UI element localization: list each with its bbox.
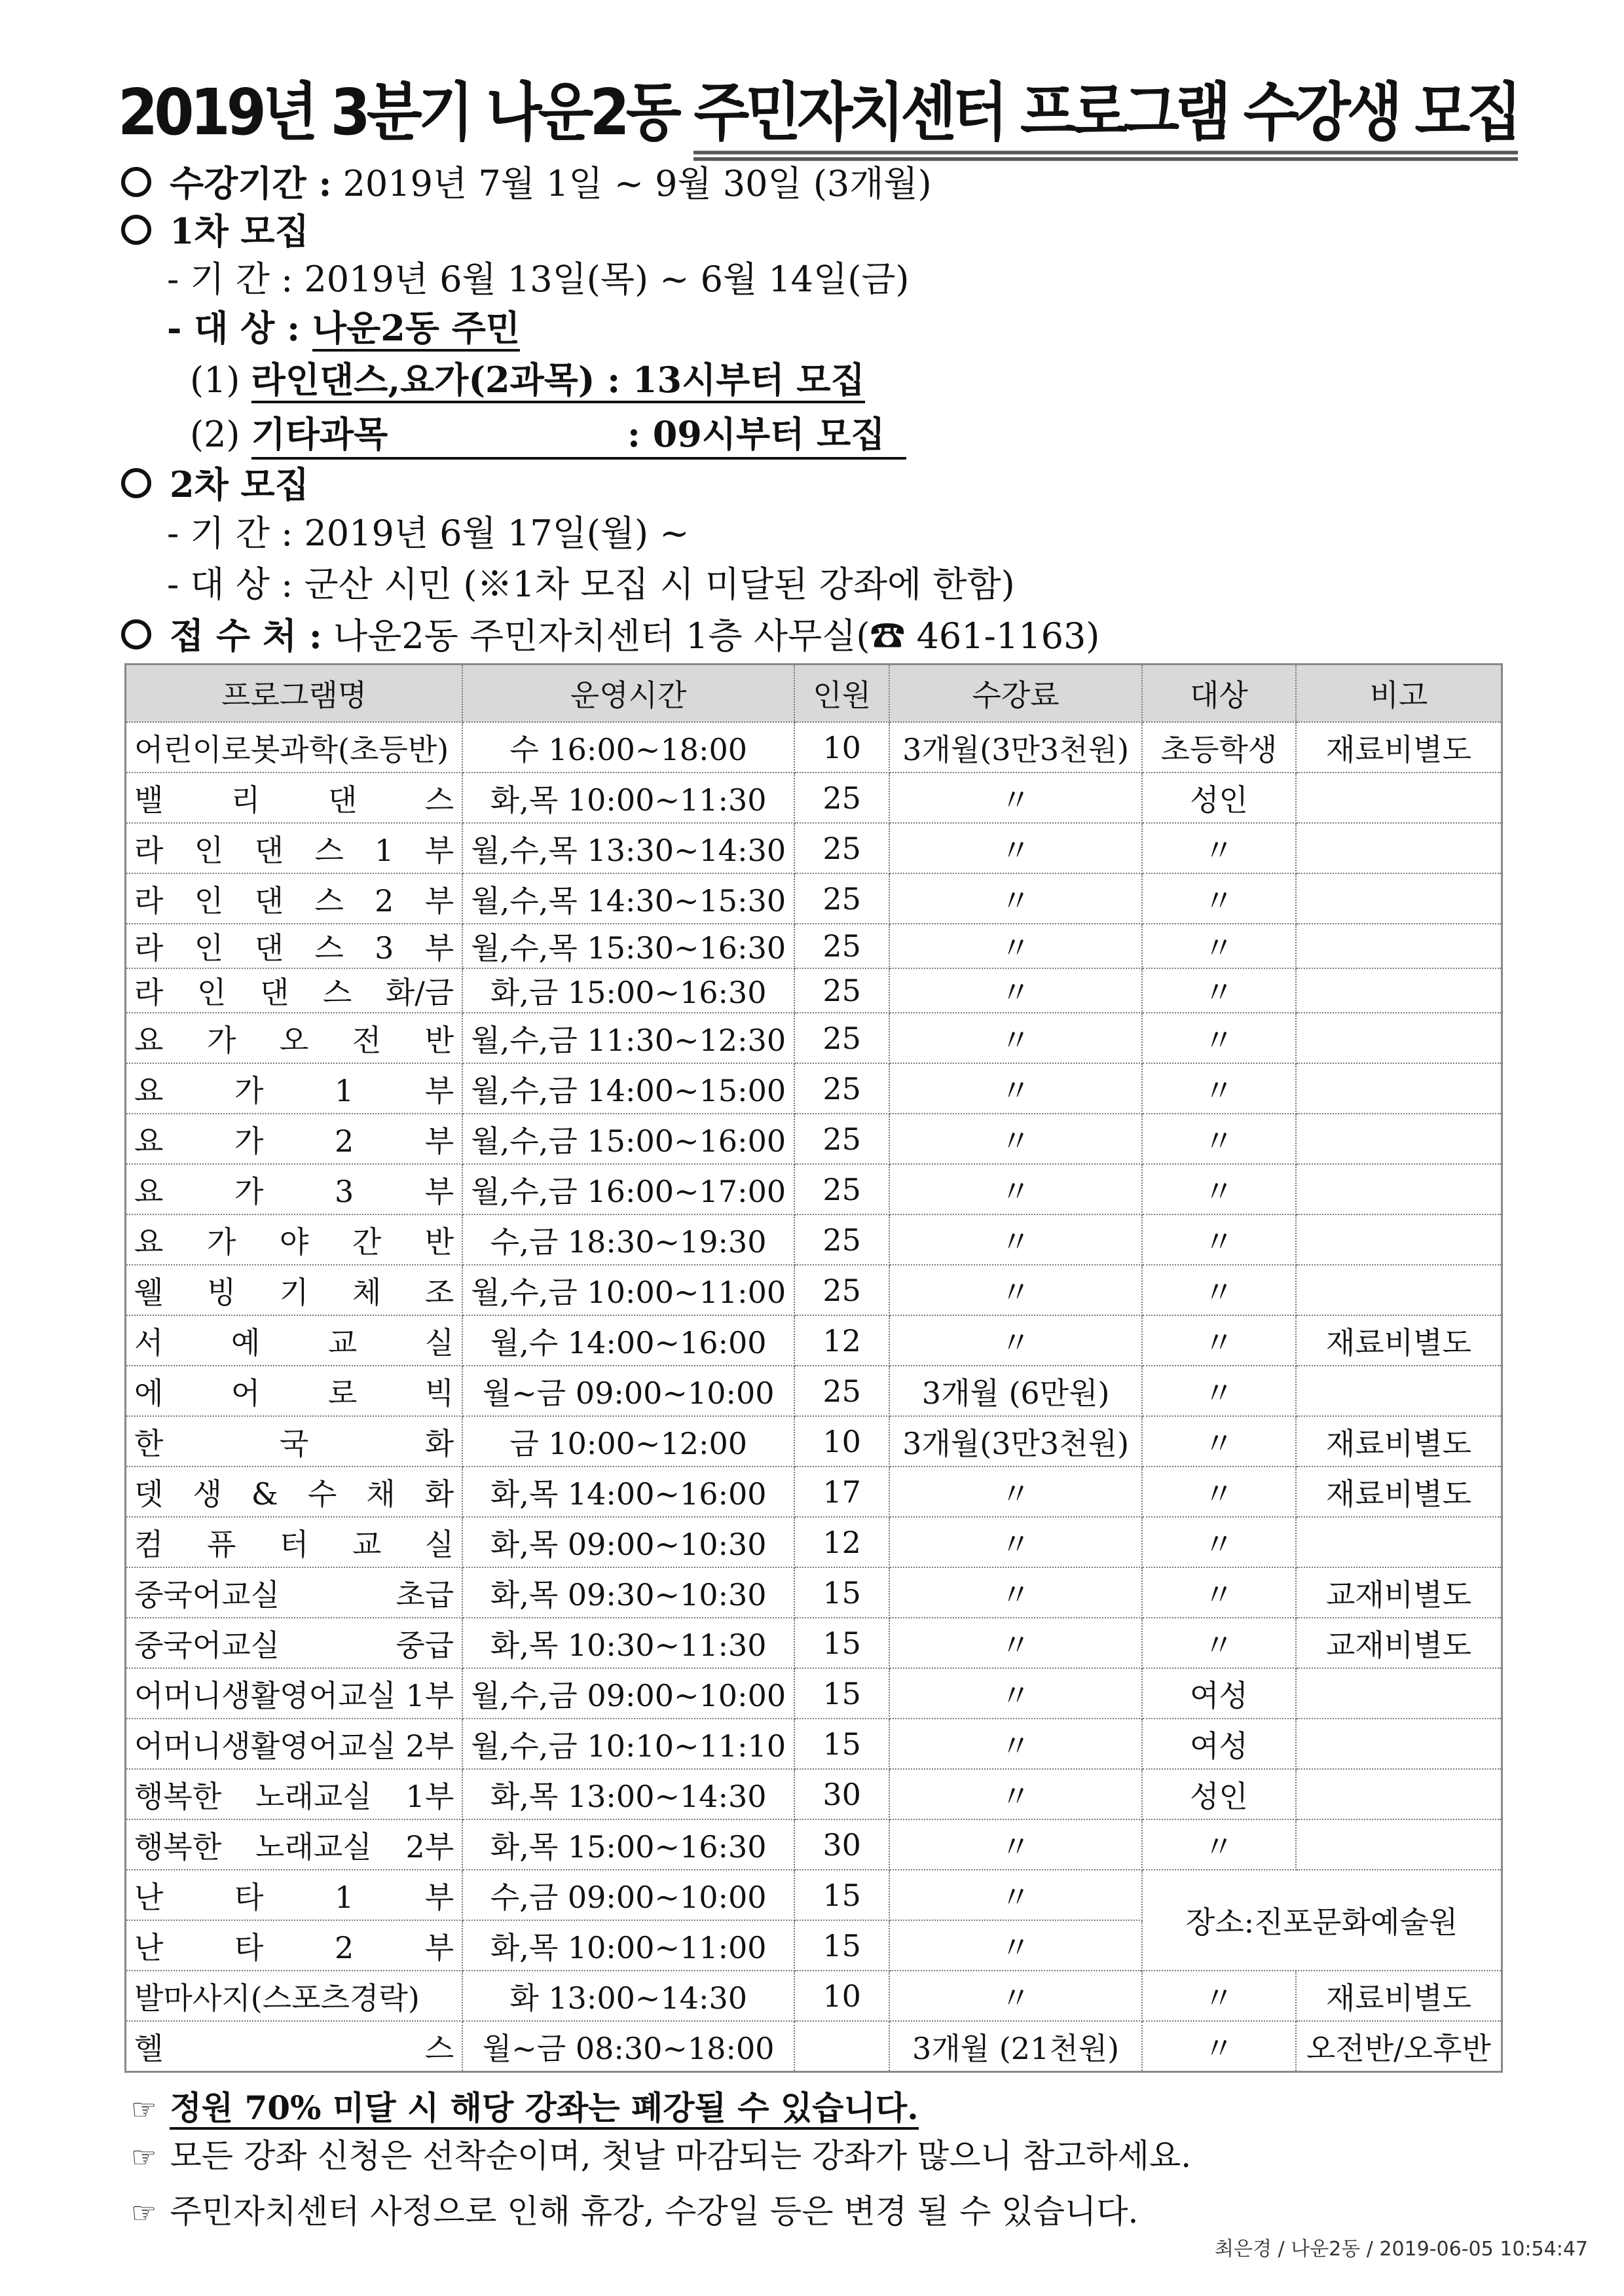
header-program-name: 프로그램명 xyxy=(126,665,463,723)
table-row xyxy=(126,823,1502,873)
item-name: 기타과목 xyxy=(251,413,388,455)
cell-target: 성인 xyxy=(1142,1769,1296,1819)
item-time: : 09시부터 모집 xyxy=(627,413,885,455)
cell-remarks xyxy=(1296,773,1502,823)
cell-capacity: 15 xyxy=(794,1618,889,1668)
cell-target: 〃 xyxy=(1142,924,1296,968)
table-header-row xyxy=(126,665,1502,723)
cell-fee: 〃 xyxy=(889,1769,1142,1819)
table-row xyxy=(126,1769,1502,1819)
cell-capacity: 25 xyxy=(794,1114,889,1164)
cell-target: 성인 xyxy=(1142,773,1296,823)
cell-remarks: 재료비별도 xyxy=(1296,722,1502,773)
value: 나운2동 주민 xyxy=(312,307,520,352)
cell-fee: 〃 xyxy=(889,1114,1142,1164)
label: - 대 상 : xyxy=(167,564,293,605)
cell-fee: 〃 xyxy=(889,1618,1142,1668)
cell-remarks xyxy=(1296,1063,1502,1114)
cell-schedule: 수 16:00~18:00 xyxy=(462,722,794,773)
note-3 xyxy=(131,2185,1138,2232)
note-text: 주민자치센터 사정으로 인해 휴강, 수강일 등은 변경 될 수 있습니다. xyxy=(170,2193,1139,2231)
cell-capacity: 15 xyxy=(794,1920,889,1971)
item-number: (2) xyxy=(190,414,240,455)
label: 접 수 처 : xyxy=(170,615,322,657)
cell-program-name: 요 가 오 전 반 xyxy=(126,1013,463,1063)
cell-capacity: 30 xyxy=(794,1769,889,1819)
cell-schedule: 월,수 14:00~16:00 xyxy=(462,1315,794,1366)
table-row xyxy=(126,1114,1502,1164)
cell-schedule: 화 13:00~14:30 xyxy=(462,1971,794,2021)
cell-schedule: 화,목 09:00~10:30 xyxy=(462,1517,794,1567)
cell-target: 〃 xyxy=(1142,1517,1296,1567)
cell-fee: 〃 xyxy=(889,1265,1142,1315)
cell-capacity: 25 xyxy=(794,968,889,1013)
table-row xyxy=(126,773,1502,823)
cell-capacity: 25 xyxy=(794,1013,889,1063)
cell-schedule: 화,목 15:00~16:30 xyxy=(462,1819,794,1870)
cell-target: 〃 xyxy=(1142,1114,1296,1164)
cell-schedule: 화,목 10:00~11:00 xyxy=(462,1920,794,1971)
cell-program-name: 라 인 댄 스 3 부 xyxy=(126,924,463,968)
cell-fee: 〃 xyxy=(889,1467,1142,1517)
cell-target: 〃 xyxy=(1142,1618,1296,1668)
cell-schedule: 월,수,목 15:30~16:30 xyxy=(462,924,794,968)
first-round-heading xyxy=(121,208,309,254)
cell-capacity: 15 xyxy=(794,1668,889,1719)
cell-schedule: 화,목 10:30~11:30 xyxy=(462,1618,794,1668)
cell-fee: 〃 xyxy=(889,924,1142,968)
value: 나운2동 주민자치센터 1층 사무실(☎ 461-1163) xyxy=(333,615,1100,657)
cell-remarks xyxy=(1296,1769,1502,1819)
cell-schedule: 월,수,금 16:00~17:00 xyxy=(462,1164,794,1214)
label: - 대 상 : xyxy=(167,307,301,349)
cell-target: 〃 xyxy=(1142,1819,1296,1870)
item-text: 라인댄스,요가(2과목) : 13시부터 모집 xyxy=(251,359,865,403)
cell-capacity: 10 xyxy=(794,722,889,773)
header-capacity: 인원 xyxy=(794,665,889,723)
cell-target: 〃 xyxy=(1142,1164,1296,1214)
cell-target: 〃 xyxy=(1142,968,1296,1013)
table-row xyxy=(126,1719,1502,1769)
cell-remarks xyxy=(1296,823,1502,873)
cell-schedule: 월,수,금 10:00~11:00 xyxy=(462,1265,794,1315)
cell-program-name: 행복한 노래교실 1부 xyxy=(126,1769,463,1819)
cell-program-name: 요 가 1 부 xyxy=(126,1063,463,1114)
cell-fee: 3개월(3만3천원) xyxy=(889,722,1142,773)
second-heading-text: 2차 모집 xyxy=(170,464,309,505)
pointing-hand-icon: ☞ xyxy=(131,2141,157,2174)
cell-fee: 〃 xyxy=(889,1315,1142,1366)
cell-remarks xyxy=(1296,1819,1502,1870)
cell-program-name: 행복한 노래교실 2부 xyxy=(126,1819,463,1870)
table-row xyxy=(126,1971,1502,2021)
cell-target: 〃 xyxy=(1142,1214,1296,1265)
pointing-hand-icon: ☞ xyxy=(131,2196,157,2230)
cell-program-name: 뎃 생 & 수 채 화 xyxy=(126,1467,463,1517)
cell-program-name: 난 타 1 부 xyxy=(126,1870,463,1920)
cell-capacity: 25 xyxy=(794,1265,889,1315)
cell-capacity: 30 xyxy=(794,1819,889,1870)
cell-target: 〃 xyxy=(1142,2021,1296,2072)
second-round-date xyxy=(167,511,689,556)
table-row xyxy=(126,1366,1502,1416)
cell-program-name: 라 인 댄 스 1 부 xyxy=(126,823,463,873)
cell-fee: 〃 xyxy=(889,1668,1142,1719)
title-part2: 주민자치센터 프로그램 수강생 모집 xyxy=(693,75,1518,161)
cell-target: 〃 xyxy=(1142,1265,1296,1315)
cell-fee: 〃 xyxy=(889,773,1142,823)
header-target: 대상 xyxy=(1142,665,1296,723)
table-row xyxy=(126,722,1502,773)
cell-fee: 〃 xyxy=(889,1013,1142,1063)
table-row xyxy=(126,873,1502,924)
cell-schedule: 수,금 09:00~10:00 xyxy=(462,1870,794,1920)
cell-schedule: 월,수,금 09:00~10:00 xyxy=(462,1668,794,1719)
cell-fee: 〃 xyxy=(889,968,1142,1013)
cell-fee: 〃 xyxy=(889,1567,1142,1618)
cell-capacity: 25 xyxy=(794,1366,889,1416)
cell-schedule: 월,수,금 15:00~16:00 xyxy=(462,1114,794,1164)
cell-schedule: 월,수,목 13:30~14:30 xyxy=(462,823,794,873)
cell-program-name: 어린이로봇과학(초등반) xyxy=(126,722,463,773)
circle-bullet-icon xyxy=(121,468,151,498)
note-2 xyxy=(131,2130,1191,2177)
cell-fee: 〃 xyxy=(889,1920,1142,1971)
cell-target: 〃 xyxy=(1142,1063,1296,1114)
cell-schedule: 월,수,목 14:30~15:30 xyxy=(462,873,794,924)
table-row xyxy=(126,1063,1502,1114)
cell-target: 〃 xyxy=(1142,1013,1296,1063)
cell-program-name: 요 가 야 간 반 xyxy=(126,1214,463,1265)
cell-fee: 〃 xyxy=(889,1214,1142,1265)
cell-remarks xyxy=(1296,1013,1502,1063)
cell-schedule: 월,수,금 14:00~15:00 xyxy=(462,1063,794,1114)
cell-capacity: 10 xyxy=(794,1971,889,2021)
cell-capacity: 25 xyxy=(794,823,889,873)
cell-program-name: 어머니생활영어교실 2부 xyxy=(126,1719,463,1769)
cell-capacity: 10 xyxy=(794,1416,889,1467)
first-round-item-2 xyxy=(190,411,906,460)
cell-program-name: 헬 스 xyxy=(126,2021,463,2072)
cell-remarks: 교재비별도 xyxy=(1296,1618,1502,1668)
note-text: 정원 70% 미달 시 해당 강좌는 폐강될 수 있습니다. xyxy=(170,2088,918,2130)
cell-capacity: 25 xyxy=(794,1164,889,1214)
table-row xyxy=(126,1567,1502,1618)
course-period xyxy=(121,160,932,207)
cell-program-name: 중국어교실 중급 xyxy=(126,1618,463,1668)
table-row xyxy=(126,968,1502,1013)
value: 군산 시민 (※1차 모집 시 미달된 강좌에 한함) xyxy=(304,564,1015,605)
cell-capacity: 15 xyxy=(794,1567,889,1618)
cell-remarks xyxy=(1296,1265,1502,1315)
cell-remarks: 재료비별도 xyxy=(1296,1467,1502,1517)
cell-program-name: 어머니생활영어교실 1부 xyxy=(126,1668,463,1719)
cell-schedule: 화,목 10:00~11:30 xyxy=(462,773,794,823)
cell-fee: 〃 xyxy=(889,1719,1142,1769)
cell-schedule: 월,수,금 10:10~11:10 xyxy=(462,1719,794,1769)
cell-program-name: 라 인 댄 스 2 부 xyxy=(126,873,463,924)
cell-remarks: 재료비별도 xyxy=(1296,1315,1502,1366)
label: - 기 간 : xyxy=(167,259,293,300)
table-row xyxy=(126,1315,1502,1366)
cell-target: 〃 xyxy=(1142,1467,1296,1517)
value: 2019년 6월 13일(목) ~ 6월 14일(금) xyxy=(304,259,910,300)
value: 2019년 6월 17일(월) ~ xyxy=(304,513,690,554)
cell-target: 초등학생 xyxy=(1142,722,1296,773)
first-heading-text: 1차 모집 xyxy=(170,210,309,252)
cell-fee: 〃 xyxy=(889,823,1142,873)
cell-schedule: 화,목 09:30~10:30 xyxy=(462,1567,794,1618)
cell-target: 〃 xyxy=(1142,1315,1296,1366)
circle-bullet-icon xyxy=(121,619,151,649)
cell-program-name: 라 인 댄 스 화/금 xyxy=(126,968,463,1013)
table-row xyxy=(126,1870,1502,1920)
cell-capacity: 25 xyxy=(794,924,889,968)
second-round-target xyxy=(167,562,1015,608)
first-round-target xyxy=(167,305,520,351)
label: - 기 간 : xyxy=(167,513,293,554)
cell-program-name: 한 국 화 xyxy=(126,1416,463,1467)
cell-schedule: 월~금 09:00~10:00 xyxy=(462,1366,794,1416)
cell-capacity: 12 xyxy=(794,1517,889,1567)
cell-program-name: 밸 리 댄 스 xyxy=(126,773,463,823)
cell-fee: 3개월 (6만원) xyxy=(889,1366,1142,1416)
cell-schedule: 금 10:00~12:00 xyxy=(462,1416,794,1467)
cell-remarks xyxy=(1296,924,1502,968)
cell-remarks xyxy=(1296,968,1502,1013)
note-1 xyxy=(131,2082,919,2129)
table-row xyxy=(126,1164,1502,1214)
cell-fee: 〃 xyxy=(889,1164,1142,1214)
cell-fee: 〃 xyxy=(889,1517,1142,1567)
cell-fee: 〃 xyxy=(889,1971,1142,2021)
table-row xyxy=(126,1265,1502,1315)
cell-capacity: 15 xyxy=(794,1870,889,1920)
second-round-heading xyxy=(121,462,309,507)
cell-capacity: 17 xyxy=(794,1467,889,1517)
cell-remarks: 재료비별도 xyxy=(1296,1416,1502,1467)
cell-schedule: 수,금 18:30~19:30 xyxy=(462,1214,794,1265)
cell-remarks xyxy=(1296,873,1502,924)
header-fee: 수강료 xyxy=(889,665,1142,723)
cell-program-name: 중국어교실 초급 xyxy=(126,1567,463,1618)
cell-fee: 〃 xyxy=(889,1870,1142,1920)
cell-venue: 장소:진포문화예술원 xyxy=(1142,1870,1502,1971)
cell-target: 〃 xyxy=(1142,823,1296,873)
print-stamp: 최은경 / 나운2동 / 2019-06-05 10:54:47 xyxy=(1215,2238,1588,2261)
cell-capacity: 25 xyxy=(794,1214,889,1265)
program-table xyxy=(124,663,1503,2073)
cell-target: 〃 xyxy=(1142,1366,1296,1416)
cell-target: 여성 xyxy=(1142,1719,1296,1769)
cell-fee: 3개월(3만3천원) xyxy=(889,1416,1142,1467)
cell-capacity: 12 xyxy=(794,1315,889,1366)
cell-fee: 〃 xyxy=(889,1819,1142,1870)
cell-remarks: 오전반/오후반 xyxy=(1296,2021,1502,2072)
table-row xyxy=(126,1013,1502,1063)
table-row xyxy=(126,1819,1502,1870)
cell-remarks xyxy=(1296,1517,1502,1567)
cell-schedule: 월,수,금 11:30~12:30 xyxy=(462,1013,794,1063)
cell-program-name: 서 예 교 실 xyxy=(126,1315,463,1366)
cell-program-name: 에 어 로 빅 xyxy=(126,1366,463,1416)
cell-target: 〃 xyxy=(1142,1567,1296,1618)
cell-capacity: 25 xyxy=(794,1063,889,1114)
header-remarks: 비고 xyxy=(1296,665,1502,723)
table-row xyxy=(126,1668,1502,1719)
cell-program-name: 웰 빙 기 체 조 xyxy=(126,1265,463,1315)
table-row xyxy=(126,1467,1502,1517)
title-part1: 2019년 3분기 나운2동 xyxy=(118,75,694,150)
cell-remarks xyxy=(1296,1164,1502,1214)
period-value: 2019년 7월 1일 ~ 9월 30일 (3개월) xyxy=(342,163,932,204)
cell-program-name: 요 가 2 부 xyxy=(126,1114,463,1164)
cell-remarks xyxy=(1296,1214,1502,1265)
cell-target: 〃 xyxy=(1142,1971,1296,2021)
table-row xyxy=(126,1416,1502,1467)
table-row xyxy=(126,1517,1502,1567)
first-round-date xyxy=(167,257,910,302)
header-schedule: 운영시간 xyxy=(462,665,794,723)
cell-schedule: 화,목 13:00~14:30 xyxy=(462,1769,794,1819)
cell-capacity xyxy=(794,2021,889,2072)
cell-program-name: 난 타 2 부 xyxy=(126,1920,463,1971)
reception xyxy=(121,613,1099,659)
cell-program-name: 요 가 3 부 xyxy=(126,1164,463,1214)
cell-schedule: 화,목 14:00~16:00 xyxy=(462,1467,794,1517)
first-round-item-1 xyxy=(190,357,865,403)
item-text xyxy=(251,411,906,460)
circle-bullet-icon xyxy=(121,167,151,197)
table-row xyxy=(126,1214,1502,1265)
table-row xyxy=(126,924,1502,968)
circle-bullet-icon xyxy=(121,215,151,245)
cell-capacity: 25 xyxy=(794,773,889,823)
cell-remarks xyxy=(1296,1668,1502,1719)
note-text: 모든 강좌 신청은 선착순이며, 첫날 마감되는 강좌가 많으니 참고하세요. xyxy=(170,2137,1192,2175)
pointing-hand-icon: ☞ xyxy=(131,2093,157,2126)
table-row xyxy=(126,1618,1502,1668)
cell-schedule: 월~금 08:30~18:00 xyxy=(462,2021,794,2072)
cell-program-name: 컴 퓨 터 교 실 xyxy=(126,1517,463,1567)
cell-capacity: 25 xyxy=(794,873,889,924)
page-title xyxy=(118,62,1518,153)
cell-target: 〃 xyxy=(1142,1416,1296,1467)
cell-fee: 〃 xyxy=(889,1063,1142,1114)
cell-remarks xyxy=(1296,1366,1502,1416)
cell-capacity: 15 xyxy=(794,1719,889,1769)
cell-target: 여성 xyxy=(1142,1668,1296,1719)
item-number: (1) xyxy=(190,359,240,401)
cell-fee: 〃 xyxy=(889,873,1142,924)
cell-remarks xyxy=(1296,1114,1502,1164)
cell-program-name: 발마사지(스포츠경락) xyxy=(126,1971,463,2021)
table-row xyxy=(126,2021,1502,2072)
cell-schedule: 화,금 15:00~16:30 xyxy=(462,968,794,1013)
cell-remarks xyxy=(1296,1719,1502,1769)
cell-target: 〃 xyxy=(1142,873,1296,924)
cell-remarks: 재료비별도 xyxy=(1296,1971,1502,2021)
period-label: 수강기간 : xyxy=(170,162,332,204)
cell-fee: 3개월 (21천원) xyxy=(889,2021,1142,2072)
cell-remarks: 교재비별도 xyxy=(1296,1567,1502,1618)
